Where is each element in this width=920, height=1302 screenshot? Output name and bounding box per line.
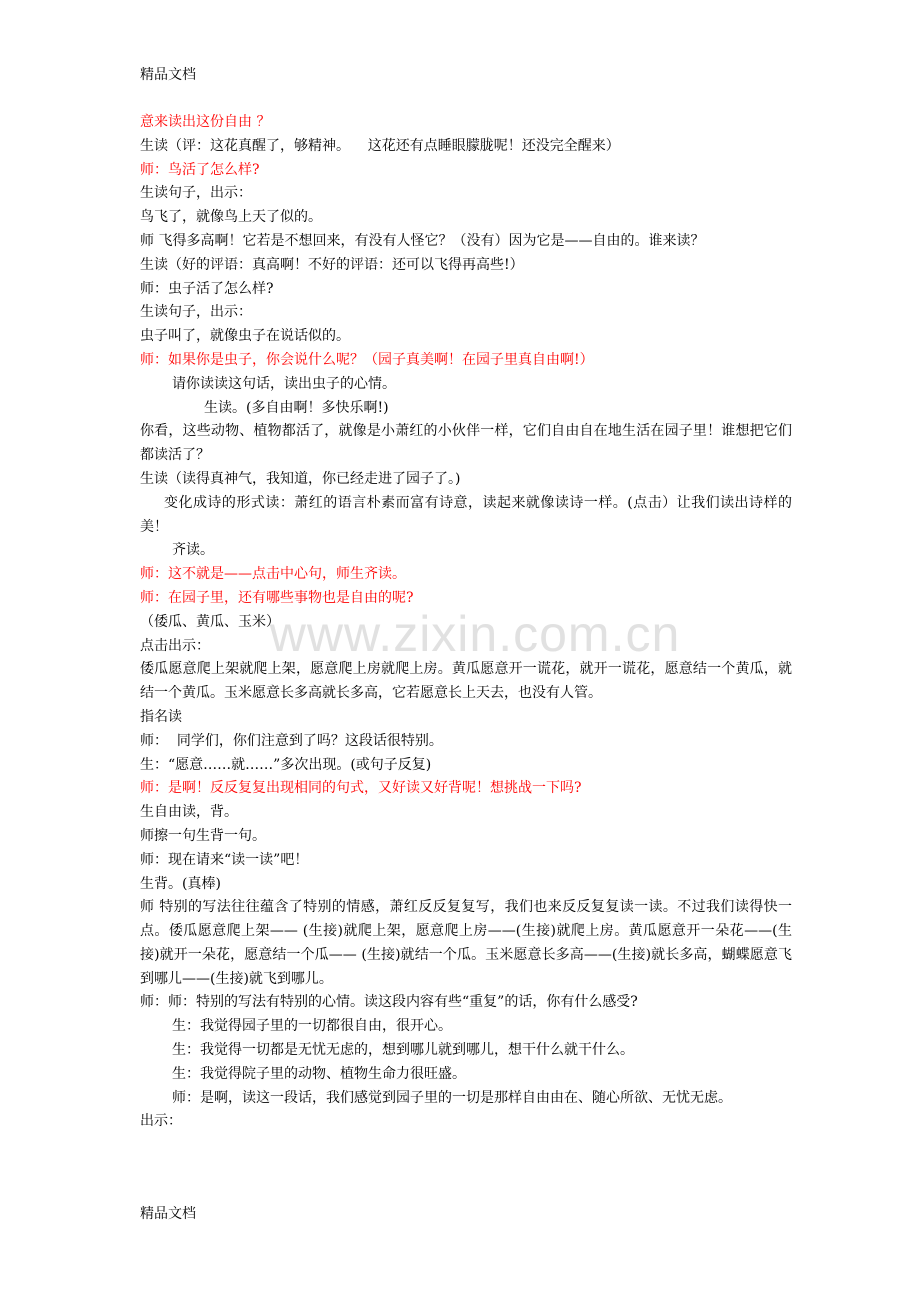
text-paragraph: 师 特别的写法往往蕴含了特别的情感，萧红反反复复写，我们也来反反复复读一读。不过我们读得快一点。倭瓜愿意爬上架—— (生接)就爬上架，愿意爬上房——(生接)就爬上房。黄瓜愿意开一朵花——(生接)就开一朵花，愿意结一个瓜—— (生接)就结一个瓜。玉米愿意长多高——(生接)就长多高，蝴蝶愿意飞到哪儿——(生接)就飞到哪儿。 xyxy=(140,899,792,987)
text-line: 点击出示： xyxy=(140,637,210,654)
text-line: 生读。(多自由啊！多快乐啊!) xyxy=(204,399,389,416)
text-line: 师：师：特别的写法有特别的心情。读这段内容有些“重复”的话，你有什么感受? xyxy=(140,994,638,1011)
text-line: 生：我觉得院子里的动物、植物生命力很旺盛。 xyxy=(172,1065,466,1082)
text-line: 生：“愿意……就……”多次出现。(或句子反复) xyxy=(140,756,432,773)
text-line: 师：鸟活了怎么样? xyxy=(140,161,260,178)
text-line: 出示： xyxy=(140,1113,182,1130)
text-line: 指名读 xyxy=(140,708,182,725)
text-line: 齐读。 xyxy=(172,542,214,559)
text-line: 生读（评：这花真醒了，够精神。 这花还有点睡眼朦胧呢！还没完全醒来） xyxy=(140,137,620,154)
text-paragraph: 你看，这些动物、植物都活了，就像是小萧红的小伙伴一样，它们自由自在地生活在园子里！谁想把它们都读活了？ xyxy=(140,423,792,464)
text-line: 师：虫子活了怎么样? xyxy=(140,280,274,297)
text-line: 虫子叫了，就像虫子在说话似的。 xyxy=(140,328,350,345)
text-line: 师：是啊！反反复复出现相同的句式，又好读又好背呢！想挑战一下吗? xyxy=(140,780,582,797)
text-line: 生背。(真棒) xyxy=(140,875,221,892)
text-line: 生读（读得真神气，我知道，你已经走进了园子了。) xyxy=(140,470,461,487)
text-paragraph: 变化成诗的形式读：萧红的语言朴素而富有诗意，读起来就像读诗一样。(点击）让我们读出诗样的美！ xyxy=(140,494,792,535)
text-line: 师：这不就是——点击中心句，师生齐读。 xyxy=(140,566,406,583)
text-paragraph: 倭瓜愿意爬上架就爬上架，愿意爬上房就爬上房。黄瓜愿意开一谎花，就开一谎花，愿意结一个黄瓜，就结一个黄瓜。玉米愿意长多高就长多高，它若愿意长上天去，也没有人管。 xyxy=(140,661,792,702)
text-line: 意来读出这份自由 ？ xyxy=(140,114,271,130)
text-paragraph: 师：是啊，读这一段话，我们感觉到园子里的一切是那样自由由在、随心所欲、无忧无虑。 xyxy=(172,1089,732,1106)
text-line: 生：我觉得一切都是无忧无虑的，想到哪儿就到哪儿，想干什么就干什么。 xyxy=(172,1042,634,1059)
watermark: www.zixin.com.cn xyxy=(269,606,681,662)
text-line: 生读（好的评语：真高啊！不好的评语：还可以飞得再高些!） xyxy=(140,256,524,273)
text-line: 生读句子，出示： xyxy=(140,185,252,202)
text-line: 鸟飞了，就像鸟上天了似的。 xyxy=(140,209,322,226)
text-line: 生自由读，背。 xyxy=(140,804,238,821)
page-footer: 精品文档 xyxy=(140,1206,196,1222)
text-line: 师 飞得多高啊！它若是不想回来，有没有人怪它？（没有）因为它是——自由的。谁来读？ xyxy=(140,232,705,249)
text-line: 师擦一句生背一句。 xyxy=(140,827,266,844)
text-line: 生读句子，出示： xyxy=(140,304,252,321)
text-line: 生：我觉得园子里的一切都很自由，很开心。 xyxy=(172,1018,452,1035)
text-line: 师：如果你是虫子，你会说什么呢？（园子真美啊！在园子里真自由啊!） xyxy=(140,351,594,368)
page-header: 精品文档 xyxy=(140,67,196,83)
text-line: 师： 同学们，你们注意到了吗？这段话很特别。 xyxy=(140,732,443,749)
document-body xyxy=(140,111,792,1134)
text-line: 师：在园子里，还有哪些事物也是自由的呢? xyxy=(140,589,414,606)
text-line: （倭瓜、黄瓜、玉米） xyxy=(140,613,280,630)
text-line: 请你读读这句话，读出虫子的心情。 xyxy=(172,375,396,392)
text-line: 师：现在请来“读一读”吧！ xyxy=(140,851,309,868)
